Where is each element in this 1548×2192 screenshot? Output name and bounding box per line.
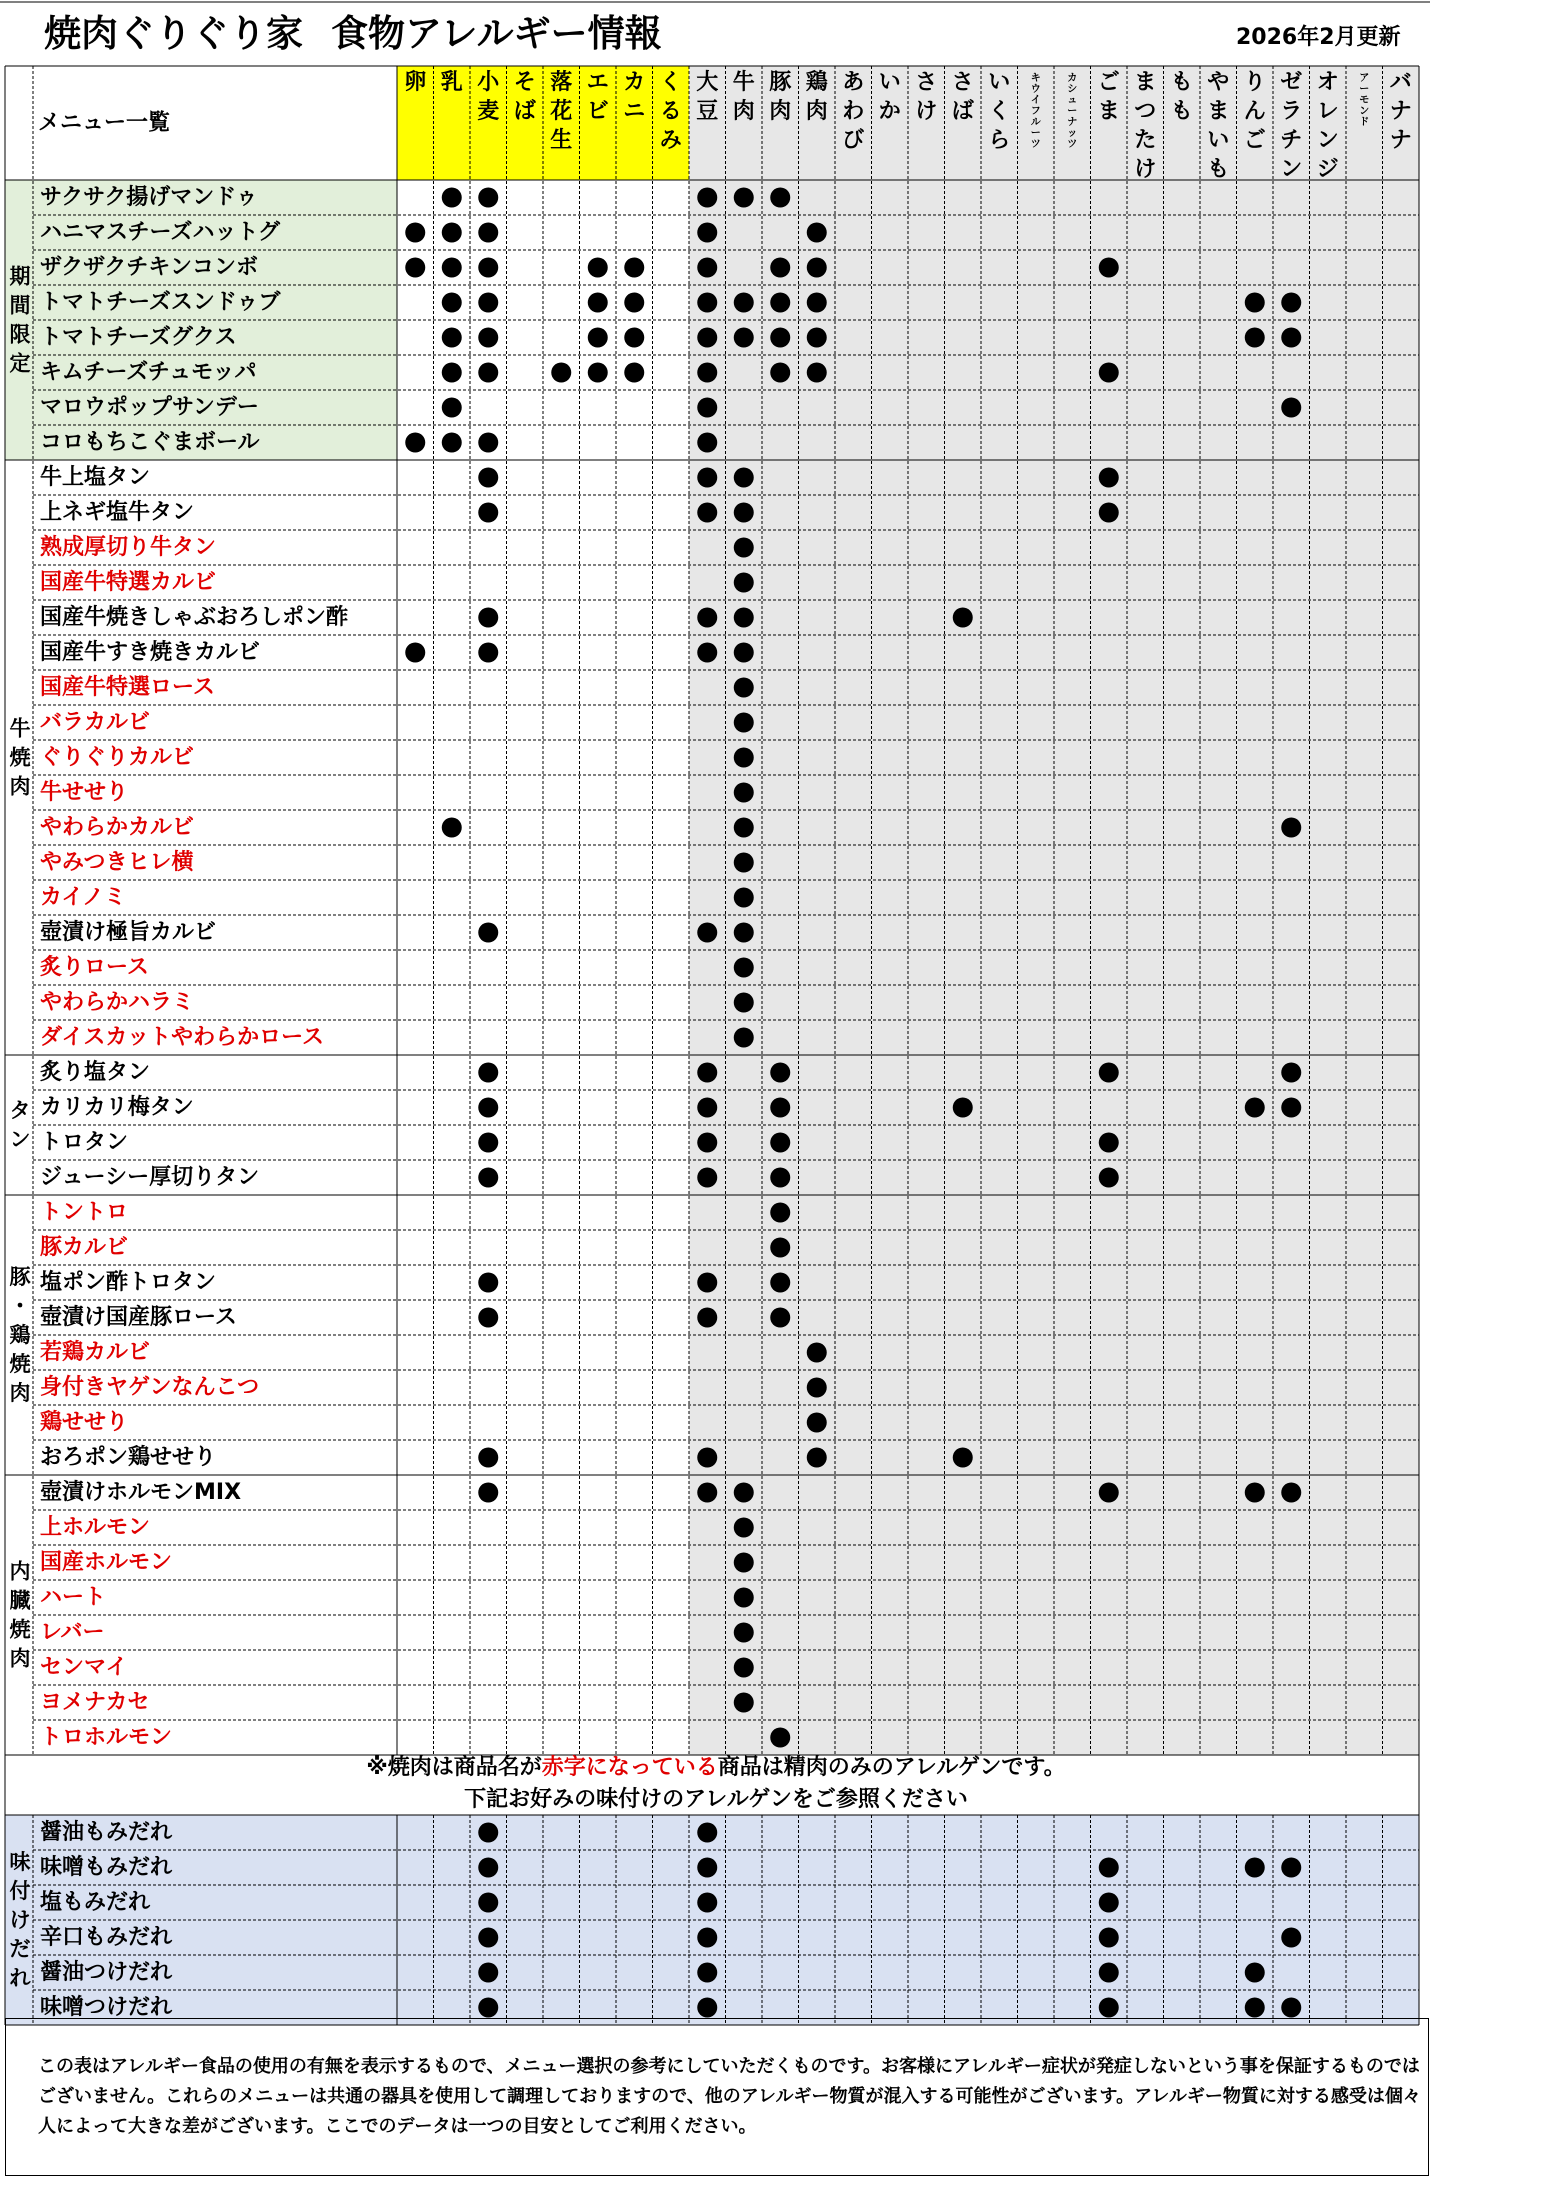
menu-item-name: ジューシー厚切りタン (40, 1165, 260, 1190)
menu-item-name: 塩ポン酢トロタン (40, 1270, 217, 1295)
menu-item-name: 身付きヤゲンなんこつ (40, 1375, 260, 1400)
menu-item-name: 国産牛焼きしゃぶおろしポン酢 (40, 605, 349, 630)
menu-allergen-mark (478, 1168, 498, 1188)
menu-allergen-mark (807, 328, 827, 348)
menu-allergen-mark (697, 223, 717, 243)
allergen-label: 落花生 (550, 69, 573, 153)
menu-item-name: マロウポップサンデー (40, 395, 259, 420)
allergen-column-bg (1091, 180, 1128, 1755)
menu-allergen-mark (697, 1168, 717, 1188)
sauce-allergen-mark (1245, 1963, 1265, 1983)
menu-item-name: 炙り塩タン (40, 1060, 151, 1085)
allergen-column-bg (872, 180, 909, 1755)
menu-allergen-mark (1099, 503, 1119, 523)
allergen-label: ゼラチン (1280, 69, 1303, 182)
menu-allergen-mark (478, 503, 498, 523)
menu-allergen-mark (734, 1553, 754, 1573)
menu-allergen-mark (734, 958, 754, 978)
sauce-allergen-mark (1099, 1893, 1119, 1913)
menu-allergen-mark (770, 1308, 790, 1328)
allergen-label: いか (878, 69, 901, 124)
sauce-allergen-mark (478, 1963, 498, 1983)
menu-allergen-mark (697, 1308, 717, 1328)
section-label: 牛焼肉 (9, 716, 31, 799)
sauce-allergen-mark (697, 1928, 717, 1948)
menu-item-name: トマトチーズスンドゥブ (40, 290, 281, 315)
menu-allergen-mark (588, 328, 608, 348)
menu-item-name: トロホルモン (40, 1725, 173, 1750)
menu-allergen-mark (807, 258, 827, 278)
menu-item-name: ハート (40, 1585, 107, 1610)
menu-item-name: やみつきヒレ横 (40, 850, 194, 875)
menu-allergen-mark (551, 363, 571, 383)
allergen-label: カニ (623, 69, 646, 124)
allergen-column-bg (1164, 180, 1201, 1755)
allergen-column-bg (1383, 180, 1420, 1755)
menu-allergen-mark (442, 293, 462, 313)
menu-allergen-mark (807, 223, 827, 243)
menu-allergen-mark (588, 363, 608, 383)
sauce-allergen-mark (1099, 1998, 1119, 2018)
menu-item-name: 壺漬けホルモンMIX (40, 1480, 242, 1505)
menu-allergen-mark (770, 293, 790, 313)
menu-allergen-mark (770, 1238, 790, 1258)
section-label: 豚・鶏焼肉 (9, 1265, 31, 1405)
menu-allergen-mark (1281, 398, 1301, 418)
menu-allergen-mark (807, 293, 827, 313)
menu-allergen-mark (478, 1098, 498, 1118)
menu-item-name: 牛上塩タン (40, 465, 151, 490)
allergen-column-bg (981, 180, 1018, 1755)
menu-item-name: 国産牛すき焼きカルビ (40, 640, 261, 665)
allergen-column-bg (908, 180, 945, 1755)
menu-allergen-mark (770, 1728, 790, 1748)
allergen-label: いくら (988, 69, 1011, 153)
allergen-label: オレンジ (1316, 69, 1339, 182)
menu-allergen-mark (770, 1063, 790, 1083)
menu-item-name: おろポン鶏せせり (40, 1445, 217, 1470)
sauce-allergen-mark (1245, 1998, 1265, 2018)
menu-allergen-mark (478, 1483, 498, 1503)
menu-allergen-mark (697, 1063, 717, 1083)
menu-allergen-mark (734, 468, 754, 488)
allergen-column-bg (1018, 180, 1055, 1755)
menu-allergen-mark (734, 1588, 754, 1608)
menu-allergen-mark (734, 1693, 754, 1713)
menu-allergen-mark (697, 1483, 717, 1503)
allergen-label: 豚肉 (769, 69, 792, 124)
menu-allergen-mark (697, 363, 717, 383)
menu-allergen-mark (442, 188, 462, 208)
menu-allergen-mark (770, 1133, 790, 1153)
allergen-label: そば (513, 69, 536, 124)
menu-item-name: やわらかカルビ (40, 815, 195, 840)
menu-allergen-mark (478, 1448, 498, 1468)
menu-allergen-mark (1099, 1063, 1119, 1083)
menu-item-name: 牛せせり (40, 780, 129, 805)
sheet-subtitle: 食物アレルギー情報 (331, 12, 662, 55)
menu-allergen-mark (478, 258, 498, 278)
menu-allergen-mark (1281, 1063, 1301, 1083)
menu-allergen-mark (405, 643, 425, 663)
menu-allergen-mark (734, 293, 754, 313)
menu-item-name: やわらかハラミ (40, 990, 195, 1015)
menu-item-name: 壺漬け極旨カルビ (40, 920, 217, 945)
menu-allergen-mark (1099, 1168, 1119, 1188)
menu-allergen-mark (770, 328, 790, 348)
sauce-item-name: 塩もみだれ (40, 1890, 151, 1915)
allergen-label: もも (1170, 69, 1193, 124)
menu-item-name: 上ホルモン (40, 1515, 151, 1540)
menu-allergen-mark (588, 293, 608, 313)
allergen-column-bg (1200, 180, 1237, 1755)
sauce-allergen-mark (478, 1858, 498, 1878)
menu-allergen-mark (442, 223, 462, 243)
allergen-column-bg (762, 180, 799, 1755)
allergen-label: バナナ (1389, 69, 1412, 153)
menu-allergen-mark (734, 713, 754, 733)
disclaimer-text: この表はアレルギー食品の使用の有無を表示するもので、メニュー選択の参考にしていただくものです。お客様にアレルギー症状が発症しないという事を保証するものではございません。これらのメニューは共通の器具を使用して調理しておりますので、他のアレルギー物質が混入する可能性がございます。アレルギー物質に対する感受は個々人によって大きな差がございます。ここでのデータは一つの目安としてご利用ください。 (38, 2056, 1421, 2137)
sauce-allergen-mark (1281, 1928, 1301, 1948)
menu-allergen-mark (697, 1098, 717, 1118)
note-part-a: ※焼肉は商品名が (366, 1755, 542, 1780)
menu-allergen-mark (734, 748, 754, 768)
restaurant-name: 焼肉ぐりぐり家 (44, 12, 303, 55)
sauce-allergen-mark (697, 1823, 717, 1843)
menu-allergen-mark (1099, 363, 1119, 383)
menu-allergen-mark (697, 1273, 717, 1293)
menu-item-name: ザクザクチキンコンボ (40, 255, 259, 280)
sauce-section-bg (5, 1815, 1419, 2025)
allergen-label: やまいも (1207, 69, 1230, 182)
red-text-note (0, 1750, 1432, 1781)
sauce-allergen-mark (697, 1998, 717, 2018)
menu-allergen-mark (1281, 293, 1301, 313)
menu-allergen-mark (697, 188, 717, 208)
menu-allergen-mark (478, 1308, 498, 1328)
sauce-section-label: 味付けだれ (9, 1850, 31, 1990)
menu-allergen-mark (1099, 1133, 1119, 1153)
sauce-allergen-mark (1281, 1858, 1301, 1878)
menu-allergen-mark (1245, 1483, 1265, 1503)
allergen-label: くるみ (659, 69, 682, 153)
allergen-label: 鶏肉 (805, 69, 828, 124)
allergen-label: 小麦 (477, 69, 500, 124)
menu-allergen-mark (478, 433, 498, 453)
menu-allergen-mark (807, 1413, 827, 1433)
menu-allergen-mark (734, 853, 754, 873)
menu-allergen-mark (442, 433, 462, 453)
menu-allergen-mark (734, 1028, 754, 1048)
menu-allergen-mark (478, 188, 498, 208)
note-part-b: 商品は精肉のみのアレルゲンです。 (717, 1755, 1066, 1780)
allergen-label: 大豆 (696, 69, 719, 124)
sauce-allergen-mark (478, 1823, 498, 1843)
menu-item-name: センマイ (40, 1655, 128, 1680)
menu-allergen-mark (734, 1483, 754, 1503)
menu-allergen-mark (442, 328, 462, 348)
menu-allergen-mark (478, 223, 498, 243)
allergen-column-bg (1237, 180, 1274, 1755)
menu-item-name: 上ネギ塩牛タン (40, 500, 195, 525)
menu-allergen-mark (734, 328, 754, 348)
menu-item-name: 壺漬け国産豚ロース (40, 1305, 237, 1330)
menu-allergen-mark (697, 293, 717, 313)
sauce-allergen-mark (478, 1928, 498, 1948)
menu-item-name: 鶏せせり (40, 1410, 129, 1435)
allergen-label: さば (951, 69, 974, 124)
allergen-column-bg (945, 180, 982, 1755)
menu-allergen-mark (770, 363, 790, 383)
sauce-allergen-mark (478, 1998, 498, 2018)
menu-allergen-mark (734, 1518, 754, 1538)
sauce-item-name: 味噌もみだれ (40, 1855, 173, 1880)
menu-item-name: カリカリ梅タン (40, 1095, 194, 1120)
menu-allergen-mark (697, 328, 717, 348)
sauce-allergen-mark (1099, 1963, 1119, 1983)
menu-allergen-mark (697, 258, 717, 278)
menu-item-name: ハニマスチーズハットグ (40, 220, 281, 245)
menu-allergen-mark (734, 888, 754, 908)
menu-allergen-mark (734, 923, 754, 943)
menu-item-name: ダイスカットやわらかロース (40, 1025, 325, 1050)
sauce-allergen-mark (1099, 1858, 1119, 1878)
allergen-label: エビ (586, 69, 609, 124)
menu-allergen-mark (1099, 468, 1119, 488)
allergen-column-bg (1346, 180, 1383, 1755)
allergen-column-bg (835, 180, 872, 1755)
menu-item-name: ぐりぐりカルビ (40, 745, 195, 770)
menu-allergen-mark (478, 468, 498, 488)
menu-allergen-mark (1099, 1483, 1119, 1503)
allergen-label: カシューナッツ (1067, 72, 1078, 150)
menu-allergen-mark (478, 1063, 498, 1083)
menu-allergen-mark (697, 643, 717, 663)
allergen-label: まつたけ (1134, 69, 1157, 182)
menu-item-name: 国産牛特選ロース (40, 675, 215, 700)
menu-allergen-mark (442, 363, 462, 383)
section-label: 期間限定 (9, 264, 31, 376)
menu-item-name: トマトチーズグクス (40, 325, 237, 350)
menu-item-name: ヨメナカセ (40, 1690, 150, 1715)
menu-allergen-mark (953, 1448, 973, 1468)
menu-item-name: 炙りロース (40, 955, 149, 980)
menu-allergen-mark (1281, 1098, 1301, 1118)
menu-allergen-mark (770, 188, 790, 208)
menu-allergen-mark (478, 1273, 498, 1293)
sauce-item-name: 味噌つけだれ (40, 1995, 173, 2020)
section-label: 内臓焼肉 (9, 1559, 31, 1671)
menu-allergen-mark (697, 468, 717, 488)
sauce-item-name: 辛口もみだれ (40, 1925, 173, 1950)
menu-allergen-mark (770, 1168, 790, 1188)
menu-allergen-mark (1281, 818, 1301, 838)
menu-allergen-mark (697, 1448, 717, 1468)
menu-allergen-mark (405, 258, 425, 278)
menu-allergen-mark (442, 258, 462, 278)
menu-allergen-mark (734, 573, 754, 593)
menu-allergen-mark (807, 1343, 827, 1363)
sauce-allergen-mark (1245, 1858, 1265, 1878)
sauce-allergen-mark (1281, 1998, 1301, 2018)
menu-allergen-mark (734, 818, 754, 838)
menu-allergen-mark (1281, 1483, 1301, 1503)
menu-allergen-mark (588, 258, 608, 278)
sauce-allergen-mark (1099, 1928, 1119, 1948)
menu-allergen-mark (478, 328, 498, 348)
menu-allergen-mark (697, 503, 717, 523)
menu-allergen-mark (953, 608, 973, 628)
menu-item-name: バラカルビ (40, 710, 151, 735)
menu-item-name: 国産牛特選カルビ (40, 570, 217, 595)
menu-allergen-mark (734, 188, 754, 208)
menu-allergen-mark (478, 293, 498, 313)
menu-allergen-mark (697, 923, 717, 943)
menu-item-name: 豚カルビ (40, 1235, 129, 1260)
menu-allergen-mark (697, 398, 717, 418)
menu-allergen-mark (442, 398, 462, 418)
allergen-column-bg (1054, 180, 1091, 1755)
menu-allergen-mark (734, 538, 754, 558)
menu-allergen-mark (734, 1658, 754, 1678)
menu-allergen-mark (734, 503, 754, 523)
menu-allergen-mark (697, 1133, 717, 1153)
allergen-column-bg (1127, 180, 1164, 1755)
menu-allergen-mark (807, 1378, 827, 1398)
menu-item-name: コロもちこぐまボール (40, 430, 260, 455)
menu-allergen-mark (478, 923, 498, 943)
note-red-part: 赤字になっている (541, 1755, 718, 1780)
menu-allergen-mark (442, 818, 462, 838)
menu-allergen-mark (734, 993, 754, 1013)
menu-allergen-mark (770, 1098, 790, 1118)
sauce-item-name: 醤油もみだれ (40, 1820, 173, 1845)
menu-allergen-mark (697, 433, 717, 453)
menu-allergen-mark (697, 608, 717, 628)
allergen-label: 卵 (404, 69, 427, 95)
menu-item-name: サクサク揚げマンドゥ (40, 185, 258, 210)
allergen-column-bg (1310, 180, 1347, 1755)
menu-allergen-mark (734, 678, 754, 698)
sauce-allergen-mark (697, 1963, 717, 1983)
menu-allergen-mark (770, 1273, 790, 1293)
allergen-column-bg (799, 180, 836, 1755)
allergen-label: さけ (915, 69, 938, 124)
sauce-allergen-mark (697, 1858, 717, 1878)
menu-allergen-mark (734, 1623, 754, 1643)
sauce-item-name: 醤油つけだれ (40, 1960, 173, 1985)
updated-date: 2026年2月更新 (1236, 25, 1401, 50)
menu-allergen-mark (953, 1098, 973, 1118)
menu-allergen-mark (807, 1448, 827, 1468)
menu-item-name: 国産ホルモン (40, 1550, 173, 1575)
menu-item-name: キムチーズチュモッパ (40, 360, 257, 385)
allergen-label: りんご (1243, 69, 1266, 153)
menu-allergen-mark (478, 1133, 498, 1153)
menu-allergen-mark (807, 363, 827, 383)
menu-item-name: 熟成厚切り牛タン (40, 535, 217, 560)
allergen-label: アーモンド (1359, 72, 1370, 128)
menu-allergen-mark (405, 433, 425, 453)
allergen-label: キウイフルーツ (1030, 72, 1041, 150)
menu-allergen-mark (624, 293, 644, 313)
sauce-reference-note: 下記お好みの味付けのアレルゲンをご参照ください (464, 1787, 968, 1812)
menu-allergen-mark (1245, 1098, 1265, 1118)
menu-item-name: レバー (40, 1620, 105, 1645)
allergen-label: 牛肉 (732, 69, 755, 124)
menu-item-name: カイノミ (40, 885, 127, 910)
sauce-allergen-mark (478, 1893, 498, 1913)
menu-allergen-mark (478, 608, 498, 628)
menu-item-name: トントロ (40, 1200, 129, 1225)
menu-item-name: 若鶏カルビ (40, 1340, 151, 1365)
menu-allergen-mark (478, 363, 498, 383)
menu-allergen-mark (770, 1203, 790, 1223)
menu-allergen-mark (624, 258, 644, 278)
section-label: タン (9, 1098, 31, 1152)
menu-allergen-mark (1245, 328, 1265, 348)
allergen-label: あわび (842, 69, 865, 153)
menu-allergen-mark (405, 223, 425, 243)
allergen-label: 乳 (440, 69, 463, 95)
menu-allergen-mark (734, 643, 754, 663)
menu-allergen-mark (1099, 258, 1119, 278)
menu-list-header: メニュー一覧 (38, 110, 171, 136)
menu-allergen-mark (478, 643, 498, 663)
menu-allergen-mark (624, 328, 644, 348)
menu-allergen-mark (1281, 328, 1301, 348)
menu-allergen-mark (734, 608, 754, 628)
allergen-label: ごま (1097, 69, 1120, 124)
menu-allergen-mark (770, 258, 790, 278)
menu-allergen-mark (1245, 293, 1265, 313)
sauce-allergen-mark (697, 1893, 717, 1913)
menu-allergen-mark (624, 363, 644, 383)
menu-item-name: トロタン (40, 1130, 129, 1155)
menu-allergen-mark (734, 783, 754, 803)
